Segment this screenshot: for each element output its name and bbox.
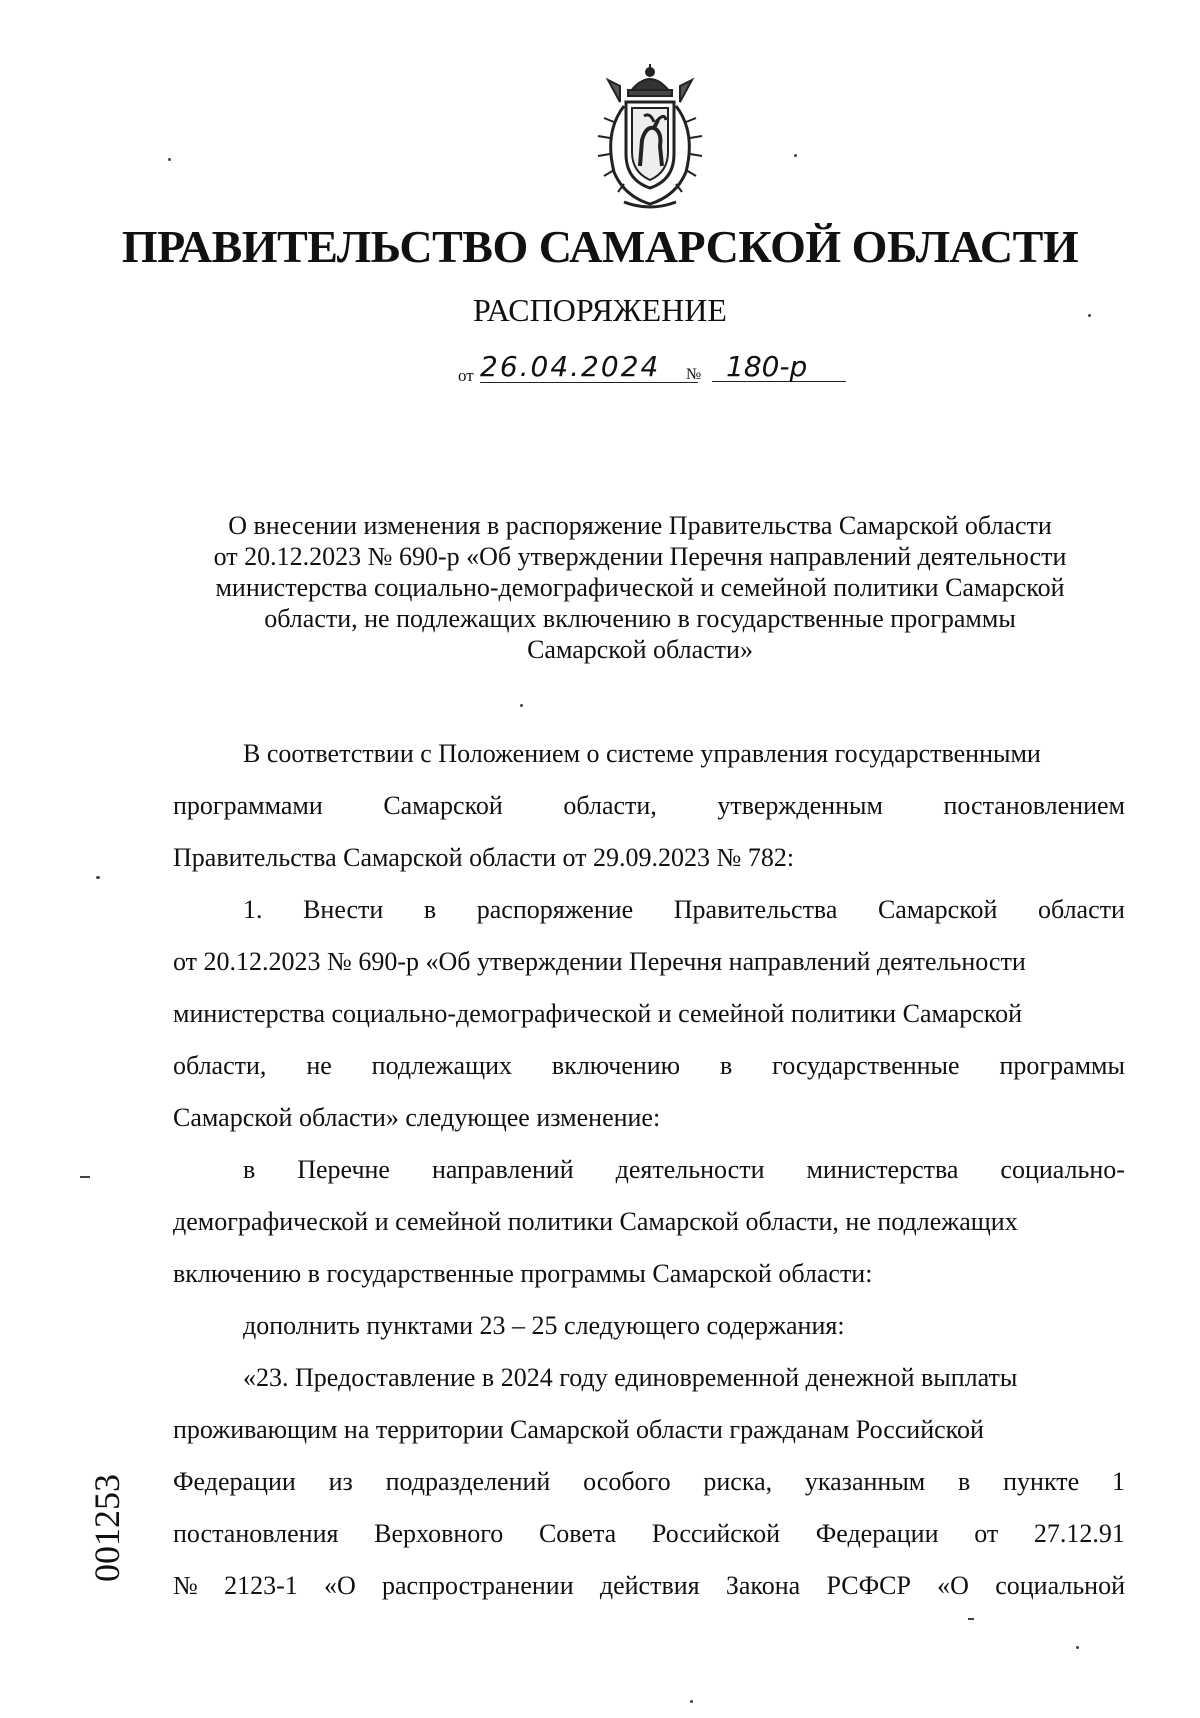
margin-serial-number: 001253 <box>87 1474 127 1582</box>
body-word: постановления <box>173 1519 339 1548</box>
scan-speck <box>80 1176 90 1178</box>
handwritten-date: 26.04.2024 <box>480 352 698 383</box>
body-word: утвержденным <box>717 791 883 820</box>
body-word: подразделений <box>385 1467 551 1496</box>
body-word: Перечне <box>297 1155 390 1184</box>
body-word: программы <box>999 1051 1125 1080</box>
handwritten-number: 180-р <box>712 352 846 382</box>
body-word: Верховного <box>374 1519 504 1548</box>
body-word: области, <box>563 791 657 820</box>
body-line: от 20.12.2023 № 690-р «Об утверждении Перечня направлений деятельности <box>173 947 1026 976</box>
body-word: Закона <box>725 1571 801 1600</box>
body-word: социальной <box>995 1571 1125 1600</box>
date-number-line <box>458 352 858 388</box>
body-line: Самарской области» следующее изменение: <box>173 1103 661 1132</box>
body-word: «О <box>323 1571 356 1600</box>
scan-speck <box>794 154 797 157</box>
body-line: демографической и семейной политики Самарской области, не подлежащих <box>173 1207 1018 1236</box>
body-word: в <box>243 1155 256 1184</box>
body-word: Внести <box>303 895 384 924</box>
body-word: Российской <box>651 1519 781 1548</box>
date-prefix: от <box>458 366 474 385</box>
scan-speck <box>968 1618 974 1620</box>
body-word: пункте <box>1003 1467 1080 1496</box>
body-word: не <box>306 1051 332 1080</box>
body-word: 27.12.91 <box>1033 1519 1125 1548</box>
organization-title: ПРАВИТЕЛЬСТВО САМАРСКОЙ ОБЛАСТИ <box>121 221 1079 272</box>
body-line-justified <box>243 1155 1125 1185</box>
body-word: направлений <box>431 1155 574 1184</box>
body-word: подлежащих <box>371 1051 513 1080</box>
body-line: «23. Предоставление в 2024 году единовременной денежной выплаты <box>243 1363 1018 1392</box>
body-line: В соответствии с Положением о системе управления государственными <box>243 739 1041 768</box>
body-line: включению в государственные программы Самарской области: <box>173 1259 873 1288</box>
subject-line: Самарской области» <box>527 635 753 664</box>
body-word: государственные <box>772 1051 960 1080</box>
body-line: проживающим на территории Самарской области гражданам Российской <box>173 1415 984 1444</box>
number-prefix: № <box>686 366 702 383</box>
body-word: Федерации <box>815 1519 939 1548</box>
subject-line: области, не подлежащих включению в государственные программы <box>264 604 1016 633</box>
body-word: от <box>974 1519 999 1548</box>
scan-speck <box>690 1700 693 1703</box>
body-word: в <box>423 895 437 924</box>
body-line-justified <box>173 1051 1125 1081</box>
scan-speck <box>1076 1646 1079 1649</box>
body-word: РСФСР <box>826 1571 911 1600</box>
body-word: включению <box>551 1051 681 1080</box>
body-word: действия <box>599 1571 700 1600</box>
scan-speck <box>168 158 171 161</box>
body-word: деятельности <box>615 1155 765 1184</box>
subject-line: от 20.12.2023 № 690-р «Об утверждении Перечня направлений деятельности <box>213 542 1067 571</box>
body-word: риска, <box>703 1467 773 1496</box>
body-word: социально- <box>1000 1155 1125 1184</box>
body-line-justified <box>173 1519 1125 1549</box>
body-word: 1 <box>1111 1467 1125 1496</box>
body-word: Самарской <box>877 895 998 924</box>
body-line-justified <box>243 895 1125 925</box>
body-word: «О <box>937 1571 969 1600</box>
body-word: Совета <box>538 1519 617 1548</box>
body-word: в <box>720 1051 733 1080</box>
body-word: особого <box>583 1467 671 1496</box>
body-line: министерства социально-демографической и семейной политики Самарской <box>173 999 1023 1028</box>
body-word: области <box>1038 895 1125 924</box>
body-line-justified <box>173 1467 1125 1497</box>
body-word: постановлением <box>943 791 1125 820</box>
body-word: распоряжение <box>476 895 634 924</box>
body-word: программами <box>173 791 323 820</box>
scan-speck <box>520 704 523 707</box>
scan-speck <box>96 876 100 879</box>
body-word: Самарской <box>383 791 503 820</box>
body-line-justified <box>173 791 1125 821</box>
body-word: указанным <box>804 1467 926 1496</box>
body-word: Федерации <box>173 1467 296 1496</box>
body-word: № <box>173 1571 198 1600</box>
body-word: из <box>328 1467 353 1496</box>
body-word: области, <box>173 1051 267 1080</box>
subject-line: министерства социально-демографической и семейной политики Самарской <box>215 573 1065 602</box>
document-type: РАСПОРЯЖЕНИЕ <box>473 292 727 328</box>
document-subject <box>160 510 1120 665</box>
body-word: 2123-1 <box>224 1571 298 1600</box>
body-line: дополнить пунктами 23 – 25 следующего содержания: <box>243 1311 845 1340</box>
body-line: Правительства Самарской области от 29.09.2023 № 782: <box>173 843 795 872</box>
scan-speck <box>1088 314 1091 317</box>
body-word: 1. <box>243 895 263 924</box>
body-word: Правительства <box>673 895 838 924</box>
body-word: в <box>958 1467 971 1496</box>
coat-of-arms-emblem <box>584 62 716 212</box>
subject-line: О внесении изменения в распоряжение Правительства Самарской области <box>228 511 1052 540</box>
body-line-justified <box>173 1571 1125 1601</box>
body-word: распространении <box>382 1571 574 1600</box>
body-word: министерства <box>806 1155 959 1184</box>
